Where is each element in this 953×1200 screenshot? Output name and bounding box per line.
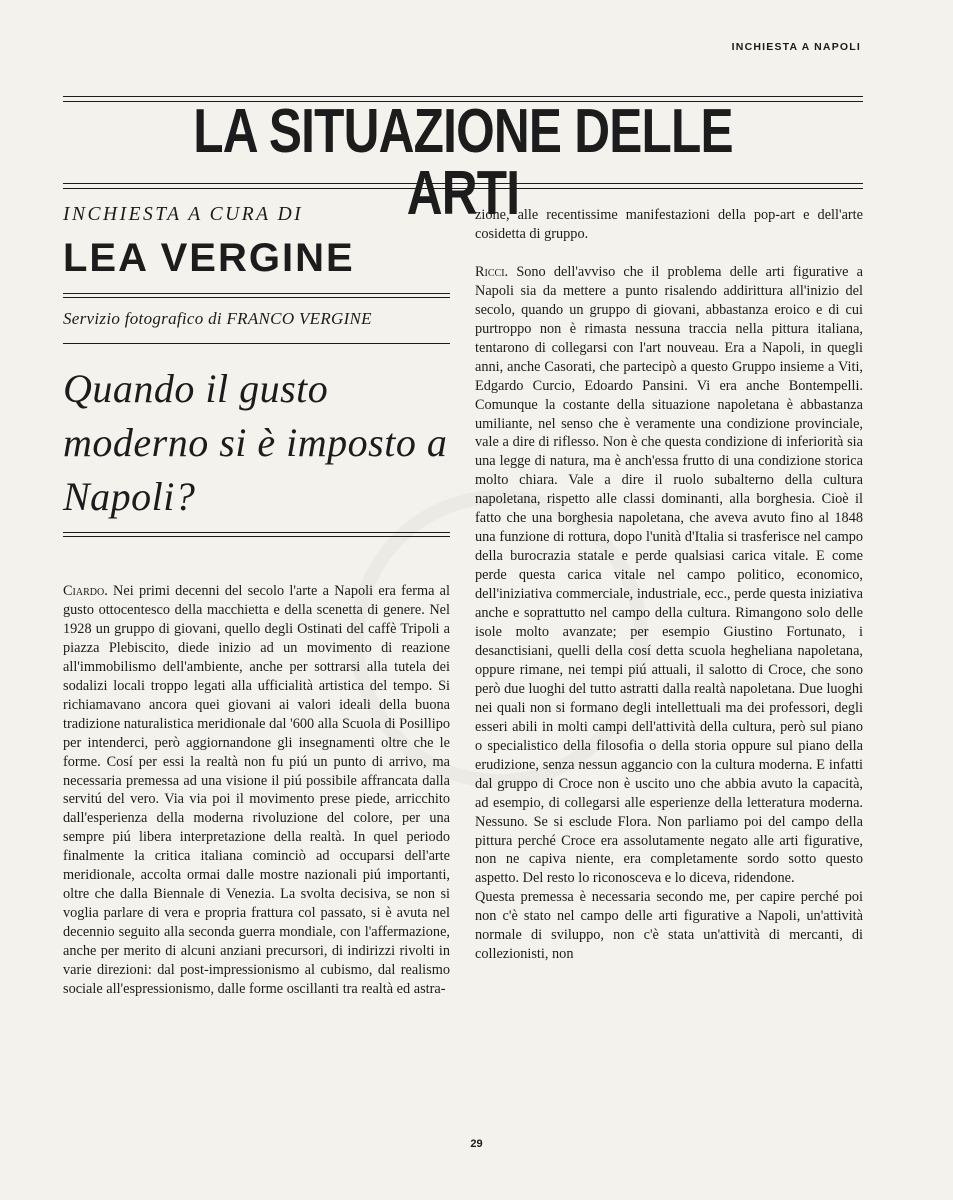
author-name: LEA VERGINE <box>63 236 355 280</box>
page-number: 29 <box>470 1138 483 1150</box>
speaker-ricci: Ricci. <box>475 263 509 280</box>
author-rule-2 <box>63 297 450 298</box>
ciardo-paragraph <box>63 582 450 999</box>
question-heading: Quando il gusto moderno si è imposto a Napoli? <box>63 366 448 519</box>
running-head: INCHIESTA A NAPOLI <box>731 41 861 53</box>
continuation-paragraph: zione, alle recentissime manifestazioni della pop-art e dell'arte cosidetta di gruppo. <box>475 207 863 242</box>
speaker-ciardo: Ciardo. <box>63 583 108 599</box>
photo-rule <box>63 343 450 344</box>
question-rule-2 <box>63 536 450 537</box>
title-bottom-rule-2 <box>63 188 863 189</box>
ricci-paragraph-2: Questa premessa è necessaria secondo me, per capire perché poi non c'è stato nel campo delle arti figurative a Napoli, un'attività normale di sviluppo, non c'è stata un'attività di mercanti, di collezionisti, non <box>475 889 863 963</box>
author-rule <box>63 293 450 294</box>
right-column <box>475 206 863 964</box>
ricci-text: Sono dell'avviso che il problema delle arti figurative a Napoli sia da mettere a punto risalendo addirittura all'inizio del secolo, quando un gruppo di giovani, abbastanza eroico e di cui purtroppo non è rimasta nessuna traccia nella pittura italiana, tentarono di collegarsi con l'art nouveau. Era a Napoli, in quegli anni, anche Casorati, che partecipò a questo Gruppo insieme a Viti, Edgardo Curcio, Edoardo Pansini. Vi era anche Bontempelli. Comunque la costante della situazione napoletana è abbastanza umiliante, nel senso che è veramente una condizione provinciale, vale a dire di riflesso. Non è che questa condizione di inferiorità sia una legge di natura, ma è anch'essa frutto di una condizione storica molto chiara. Vale a dire il ruolo subalterno della cultura napoletana, rispetto alle classi dominanti, alla borghesia. Cioè il fatto che una borghesia napoletana, che aveva avuto fino al 1848 una funzione di rottura, dopo l'unità d'Italia si trasferisce nel campo della burocrazia statale e perde qualsiasi carica vitale. E come perde questa carica vitale nel campo politico, economico, dell'iniziativa commerciale, industriale, ecc., perde questa iniziativa anche e soprattutto nel campo della cultura. Rimangono solo delle isole molto avanzate; per esempio Giustino Fortunato, i desanctisiani, quelli della cosí detta scuola hegheliana napoletana, oppure rimane, nei tempi piú attuali, il salotto di Croce, che sono però due luoghi del tutto astratti dalla realtà napoletana. Due luoghi nei quali non si formano degli intellettuali ma dei professori, degli esseri abili in molti campi dell'attività della cultura, però sul piano o specialistico della filosofia o della storia oppure sul piano della erudizione, senza nessun aggancio con la cultura moderna. E infatti dal gruppo di Croce non è uscito uno che abbia avuto la capacità, ad esempio, di collegarsi alle esperienze della letteratura moderna. Nessuno. Se si esclude Flora. Non parliamo poi del campo della pittura perché Croce era assolutamente negato alle arti figurative, non ne capiva niente, era completamente sordo sotto questo aspetto. Del resto lo riconosceva e lo diceva, ridendone. <box>475 263 863 887</box>
kicker: INCHIESTA A CURA DI <box>63 204 304 225</box>
ricci-paragraph <box>475 263 863 888</box>
article-title: LA SITUAZIONE DELLE ARTI <box>193 97 733 228</box>
question-rule <box>63 532 450 533</box>
title-bottom-rule <box>63 183 863 184</box>
photo-credit: Servizio fotografico di FRANCO VERGINE <box>63 309 372 328</box>
left-column <box>63 582 450 999</box>
ciardo-text: Nei primi decenni del secolo l'arte a Napoli era ferma al gusto ottocentesco della macchietta e della scenetta di genere. Nel 1928 un gruppo di giovani, quello degli Ostinati del caffè Tripoli a piazza Plebiscito, diede inizio ad un movimento di reazione all'immobilismo dell'ambiente, anche per sottrarsi alla tutela dei sodalizi locali troppo legati alla ufficialità artistica del tempo. Si richiamavano ancora quei giovani ai valori ideali della buona tradizione naturalistica meridionale dal '600 alla Scuola di Posillipo per intenderci, però aggiornandone gli insegnamenti oltre che le forme. Cosí per essi la realtà non fu piú un punto di arrivo, ma necessaria premessa ad una visione il piú possibile affrancata dalla servitú del vero. Via via poi il movimento prese piede, arricchito dall'esperienza della moderna rivoluzione del colore, per una sempre piú libera interpretazione della realtà. In quel periodo finalmente la critica italiana cominciò ad occuparsi dell'arte meridionale, accolta ormai dalle mostre nazionali piú importanti, oltre che dalla Biennale di Venezia. La svolta decisiva, se non si voglia parlare di vera e propria frattura col passato, si è avuta nel decennio seguito alla seconda guerra mondiale, con l'affermazione, anche per merito di alcuni anziani precursori, di indirizzi rivolti in varie direzioni: dal post-impressionismo al cubismo, dal realismo sociale all'espressionismo, dalle forme oscillanti tra realtà ed astra- <box>63 583 451 998</box>
